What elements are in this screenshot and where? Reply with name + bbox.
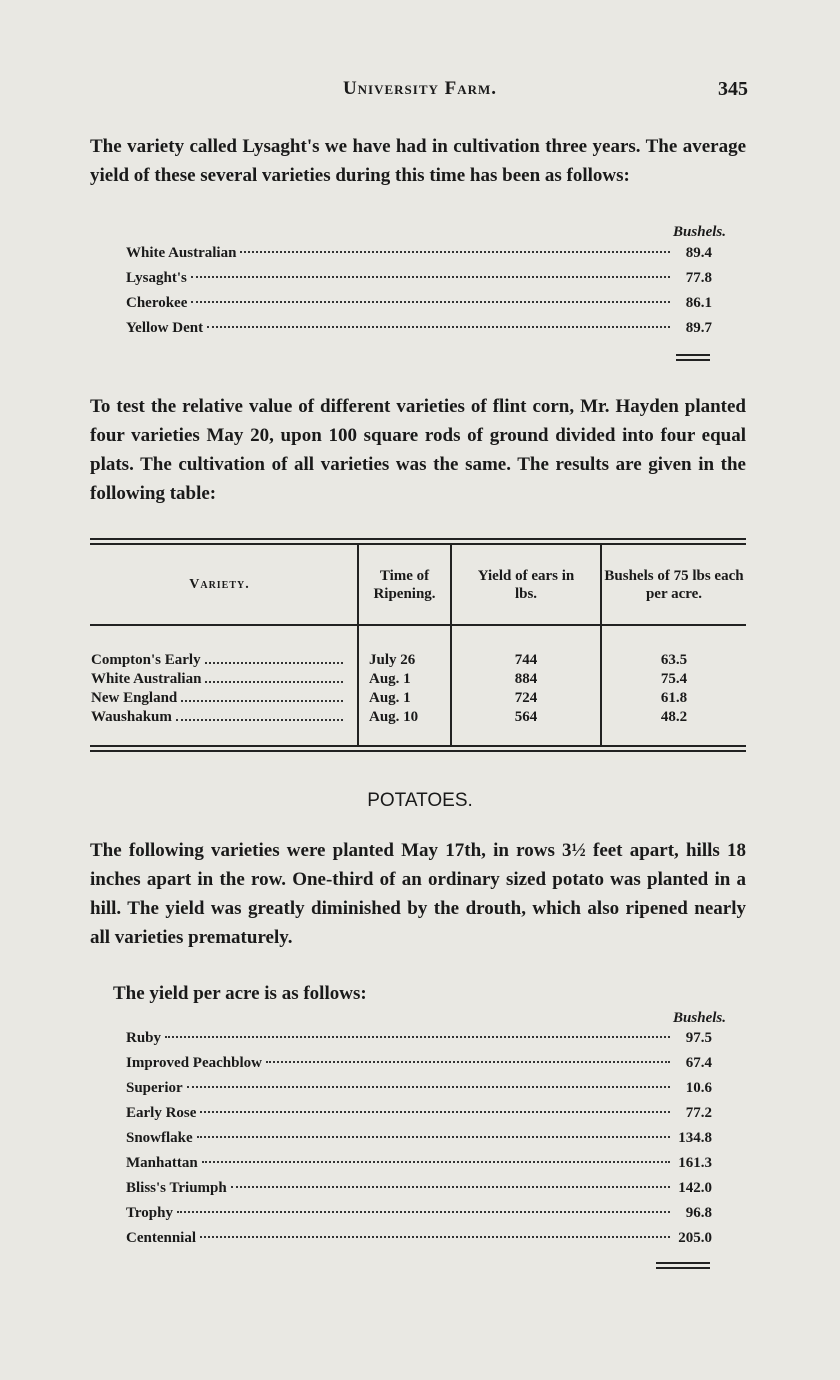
- list-item: [126, 1205, 712, 1230]
- potato-yield-list: [126, 1030, 712, 1255]
- intro-paragraph: [90, 132, 746, 190]
- table-top-rule: [90, 538, 746, 545]
- list-item: [126, 1130, 712, 1155]
- yield-value: 77.2: [685, 1105, 712, 1121]
- variety-name: White Australian: [126, 245, 237, 261]
- variety-name: Centennial: [126, 1230, 197, 1246]
- potatoes-paragraph: [90, 836, 746, 952]
- total-rule: [676, 354, 710, 361]
- bushels-cell: 75.4: [660, 671, 688, 687]
- variety-cell: White Australian: [91, 671, 202, 687]
- potatoes-paragraph-text: The following varieties were planted May 17th, in rows 3½ feet apart, hills 18 inches apart in the row. One-third of an ordinary sized potato was planted in a hill. The yield was greatly diminished by the drouth, which also ripened nearly all varieties prematurely.: [90, 840, 746, 948]
- flint-table: [90, 538, 746, 752]
- variety-name: Early Rose: [126, 1105, 197, 1121]
- variety-name: Yellow Dent: [126, 320, 204, 336]
- intro-paragraph-text: The variety called Lysaght's we have had in cultivation three years. The average yield of these several varieties during this time has been as follows:: [90, 136, 746, 186]
- variety-name: Trophy: [126, 1205, 173, 1221]
- potato-unit-label: Bushels.: [673, 1010, 726, 1026]
- list-item: [126, 1080, 712, 1105]
- flint-paragraph: [90, 392, 746, 508]
- table-row: [90, 651, 746, 670]
- variety-name: Cherokee: [126, 295, 188, 311]
- variety-name: Bliss's Triumph: [126, 1180, 227, 1196]
- potatoes-intro: The yield per acre is as follows:: [113, 983, 367, 1004]
- yield-value: 89.7: [685, 320, 712, 336]
- yield-value: 89.4: [685, 245, 712, 261]
- page-number: 345: [718, 78, 748, 100]
- yield-value: 96.8: [685, 1205, 712, 1221]
- yield-cell: 884: [451, 670, 601, 689]
- running-title: University Farm.: [342, 78, 498, 99]
- yield-value: 77.8: [685, 270, 712, 286]
- variety-name: Improved Peachblow: [126, 1055, 262, 1071]
- ripening-cell: Aug. 10: [358, 708, 451, 727]
- yield-value: 10.6: [685, 1080, 712, 1096]
- variety-cell: Compton's Early: [91, 652, 201, 668]
- bushels-cell: 63.5: [660, 652, 688, 668]
- yield-value: 86.1: [685, 295, 712, 311]
- bushels-cell: 61.8: [660, 690, 688, 706]
- yield-cell: 744: [451, 651, 601, 670]
- list-item: [126, 1105, 712, 1130]
- variety-name: Manhattan: [126, 1155, 198, 1171]
- table-row: [90, 708, 746, 727]
- ripening-cell: July 26: [358, 651, 451, 670]
- variety-name: Ruby: [126, 1030, 162, 1046]
- table-row: [90, 689, 746, 708]
- header-yield: Yield of ears in lbs.: [451, 545, 601, 625]
- list-item: [126, 1055, 712, 1080]
- yield-value: 205.0: [678, 1230, 712, 1246]
- total-rule: [656, 1262, 710, 1269]
- list-item: [126, 1180, 712, 1205]
- variety-cell: Waushakum: [91, 709, 172, 725]
- corn-yield-list: [126, 245, 712, 345]
- list-item: [126, 270, 712, 295]
- table-bottom-rule: [90, 745, 746, 752]
- yield-cell: 564: [451, 708, 601, 727]
- bushels-cell: 48.2: [660, 709, 688, 725]
- variety-cell: New England: [91, 690, 178, 706]
- yield-value: 142.0: [678, 1180, 712, 1196]
- list-item: [126, 295, 712, 320]
- variety-name: Superior: [126, 1080, 183, 1096]
- table-row: [90, 670, 746, 689]
- ripening-cell: Aug. 1: [358, 670, 451, 689]
- list-item: [126, 1030, 712, 1055]
- potatoes-heading: POTATOES.: [367, 790, 473, 811]
- header-variety: Variety.: [90, 545, 358, 625]
- header-ripening: Time of Ripening.: [358, 545, 451, 625]
- variety-name: Lysaght's: [126, 270, 187, 286]
- list-item: [126, 1155, 712, 1180]
- list-item: [126, 320, 712, 345]
- yield-value: 67.4: [685, 1055, 712, 1071]
- header-bushels: Bushels of 75 lbs each per acre.: [601, 545, 746, 625]
- corn-unit-label: Bushels.: [673, 224, 726, 240]
- yield-value: 97.5: [685, 1030, 712, 1046]
- list-item: [126, 245, 712, 270]
- yield-value: 161.3: [678, 1155, 712, 1171]
- list-item: [126, 1230, 712, 1255]
- yield-cell: 724: [451, 689, 601, 708]
- yield-value: 134.8: [678, 1130, 712, 1146]
- flint-paragraph-text: To test the relative value of different varieties of flint corn, Mr. Hayden planted four varieties May 20, upon 100 square rods of ground divided into four equal plats. The cultivation of all varieties was the same. The results are given in the following table:: [90, 396, 746, 504]
- ripening-cell: Aug. 1: [358, 689, 451, 708]
- variety-name: Snowflake: [126, 1130, 193, 1146]
